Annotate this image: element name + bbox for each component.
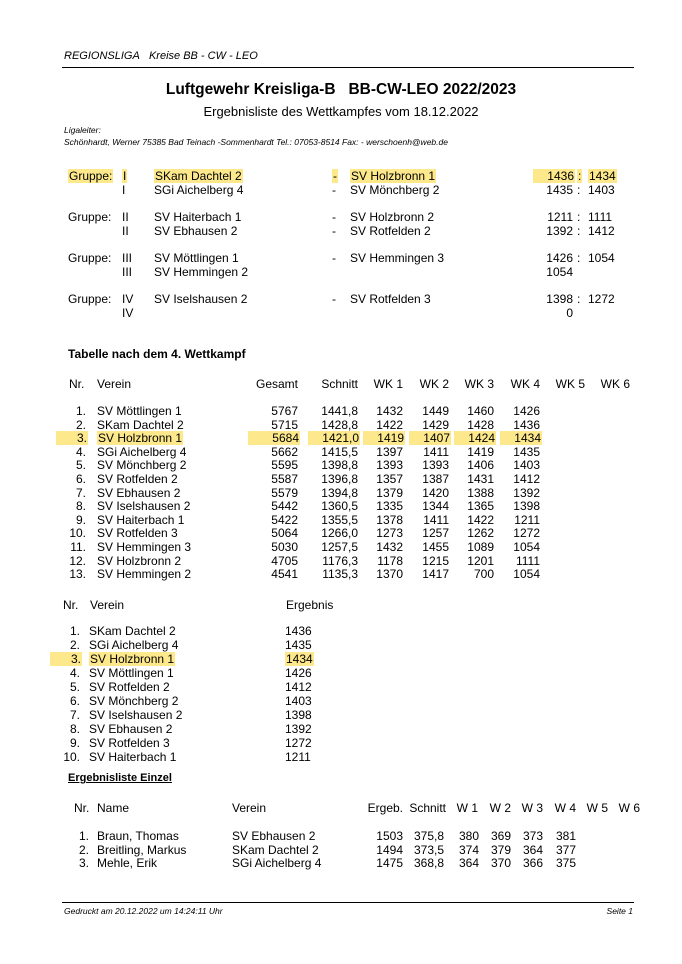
table-wk1: 1397: [376, 444, 403, 459]
individual-w2: 370: [490, 856, 511, 870]
group-label: Gruppe:: [68, 292, 112, 306]
table-wk3: 1422: [467, 512, 494, 527]
group-score-separator: :: [577, 183, 581, 197]
table-total: 5579: [271, 485, 298, 500]
results-score: 1435: [285, 638, 312, 652]
table-wk2: 1215: [422, 553, 449, 568]
group-label: Gruppe:: [69, 169, 113, 183]
table-average: 1415,5: [321, 444, 358, 459]
table-total: 4705: [271, 553, 298, 568]
group-away-team: SV Mönchberg 2: [350, 183, 440, 197]
table-wk1: 1422: [376, 417, 403, 432]
group-dash: -: [332, 292, 336, 306]
league-label: REGIONSLIGA: [64, 50, 140, 62]
table-wk3: 1262: [467, 526, 494, 541]
individual-header: W 2: [489, 801, 511, 815]
districts-label: Kreise BB - CW - LEO: [148, 50, 258, 62]
individual-club: SGi Aichelberg 4: [232, 856, 322, 870]
table-rank: 6.: [75, 472, 86, 486]
table-average: 1441,8: [321, 404, 358, 418]
table-average: 1421,0: [308, 431, 360, 445]
individual-rank: 2.: [78, 842, 89, 857]
table-wk1: 1378: [376, 512, 403, 527]
table-total: 5442: [271, 499, 298, 514]
table-wk3: 1201: [467, 553, 494, 568]
individual-average: 375,8: [413, 829, 444, 843]
table-total: 5064: [271, 526, 298, 541]
group-score-home: 1211: [547, 210, 573, 224]
group-home-team: SGi Aichelberg 4: [154, 183, 244, 197]
table-wk2: 1387: [422, 472, 449, 486]
table-total: 5767: [271, 404, 298, 418]
table-rank: 10.: [69, 526, 86, 541]
individual-heading: Ergebnisliste Einzel: [68, 772, 172, 784]
group-number: I: [122, 183, 126, 197]
table-club: SV Hemmingen 2: [97, 567, 192, 582]
table-wk2: 1407: [409, 431, 451, 445]
table-club: SV Rotfelden 2: [97, 472, 178, 486]
table-header: WK 6: [600, 377, 630, 391]
group-label: Gruppe:: [68, 251, 112, 265]
table-total: 4541: [271, 567, 298, 582]
group-number: I: [123, 169, 127, 183]
table-wk4: 1211: [514, 512, 540, 527]
group-score-away: 1412: [588, 224, 615, 238]
individual-w4: 377: [555, 842, 576, 857]
table-wk4: 1398: [513, 499, 540, 514]
table-club: SV Ebhausen 2: [97, 485, 181, 500]
results-club: SV Mönchberg 2: [89, 694, 179, 708]
individual-club: SV Ebhausen 2: [232, 829, 316, 843]
group-away-team: SV Hemmingen 3: [350, 251, 445, 265]
results-header: Nr.: [63, 598, 79, 612]
results-rank: 8.: [69, 722, 80, 736]
table-wk4: 1426: [513, 404, 540, 418]
individual-name: Braun, Thomas: [97, 829, 179, 843]
group-score-away: 1272: [588, 292, 615, 306]
table-header: WK 5: [555, 377, 585, 391]
footer-rule: [62, 902, 634, 903]
group-dash: -: [333, 169, 337, 183]
results-club: SV Möttlingen 1: [89, 666, 174, 680]
table-wk2: 1417: [422, 567, 449, 582]
table-rank: 5.: [75, 458, 86, 473]
table-wk2: 1449: [422, 404, 449, 418]
table-club: SV Iselshausen 2: [97, 499, 191, 514]
group-score-separator: :: [577, 210, 581, 224]
individual-w1: 380: [458, 829, 479, 843]
results-score: 1211: [285, 750, 311, 764]
leader-label: Ligaleiter:: [64, 125, 101, 135]
table-club: SV Holzbronn 2: [97, 553, 182, 568]
group-away-team: SV Rotfelden 3: [350, 292, 431, 306]
results-club: SV Haiterbach 1: [89, 750, 177, 764]
report-header: [64, 50, 258, 62]
group-number: IV: [122, 306, 134, 320]
table-wk2: 1420: [422, 485, 449, 500]
table-total: 5715: [271, 417, 298, 432]
table-wk3: 1419: [467, 444, 494, 459]
table-rank: 1.: [75, 404, 86, 418]
table-average: 1355,5: [321, 512, 358, 527]
group-dash: -: [332, 251, 336, 265]
page-subtitle: Ergebnisliste des Wettkampfes vom 18.12.2022: [203, 104, 479, 119]
individual-average: 373,5: [413, 842, 444, 857]
individual-name: Mehle, Erik: [97, 856, 158, 870]
table-total: 5422: [271, 512, 298, 527]
group-home-team: SKam Dachtel 2: [155, 169, 242, 183]
table-wk1: 1273: [376, 526, 403, 541]
table-wk4: 1111: [515, 553, 540, 568]
group-score-away: 1434: [589, 169, 616, 183]
results-score: 1272: [285, 736, 312, 750]
group-number: III: [122, 265, 133, 279]
table-club: SV Möttlingen 1: [97, 404, 182, 418]
individual-w2: 379: [490, 842, 511, 857]
group-score-home: 1054: [546, 265, 573, 279]
individual-club: SKam Dachtel 2: [232, 842, 319, 857]
individual-rank: 1.: [78, 829, 89, 843]
individual-w3: 364: [522, 842, 543, 857]
table-total: 5684: [248, 431, 300, 445]
group-score-separator: :: [577, 224, 581, 238]
group-score-home: 1398: [546, 292, 573, 306]
table-rank: 3.: [56, 431, 88, 445]
table-wk4: 1412: [513, 472, 540, 486]
table-wk4: 1392: [513, 485, 540, 500]
table-header: Verein: [97, 377, 132, 391]
table-average: 1257,5: [321, 540, 358, 554]
table-header: WK 4: [510, 377, 540, 391]
individual-header: W 6: [618, 801, 640, 815]
table-wk1: 1393: [376, 458, 403, 473]
table-wk2: 1455: [422, 540, 449, 554]
group-score-home: 0: [566, 306, 573, 320]
results-score: 1398: [285, 708, 312, 722]
table-club: SV Haiterbach 1: [97, 512, 185, 527]
table-wk3: 1365: [467, 499, 494, 514]
group-dash: -: [332, 183, 336, 197]
table-club: SV Rotfelden 3: [97, 526, 178, 541]
table-wk2: 1257: [422, 526, 449, 541]
table-wk1: 1419: [363, 431, 405, 445]
table-wk2: 1344: [422, 499, 449, 514]
table-rank: 9.: [75, 512, 86, 527]
individual-score: 1475: [376, 856, 403, 870]
group-score-home: 1435: [546, 183, 573, 197]
individual-w2: 369: [490, 829, 511, 843]
group-home-team: SV Hemmingen 2: [154, 265, 249, 279]
table-wk1: 1432: [376, 404, 403, 418]
results-club: SGi Aichelberg 4: [89, 638, 179, 652]
individual-header: W 4: [554, 801, 576, 815]
table-header: Nr.: [69, 377, 85, 391]
group-score-home: 1392: [546, 224, 573, 238]
group-score-home: 1436: [533, 169, 575, 183]
group-score-away: 1054: [588, 251, 615, 265]
group-label: Gruppe:: [68, 210, 112, 224]
group-number: III: [122, 251, 133, 265]
table-header: WK 3: [464, 377, 494, 391]
individual-w4: 381: [555, 829, 576, 843]
table-wk3: 1460: [467, 404, 494, 418]
results-club: SV Rotfelden 2: [89, 680, 170, 694]
results-score: 1426: [285, 666, 312, 680]
table-average: 1360,5: [321, 499, 358, 514]
group-score-separator: :: [578, 169, 582, 183]
table-wk4: 1054: [513, 567, 540, 582]
table-wk1: 1379: [376, 485, 403, 500]
individual-header: Name: [97, 801, 130, 815]
individual-average: 368,8: [413, 856, 444, 870]
table-wk3: 1406: [467, 458, 494, 473]
table-wk3: 1089: [467, 540, 494, 554]
group-score-away: 1111: [588, 210, 613, 224]
results-club: SV Rotfelden 3: [89, 736, 170, 750]
table-rank: 13.: [69, 567, 86, 582]
table-club: SGi Aichelberg 4: [97, 444, 187, 459]
group-score-separator: :: [577, 251, 581, 265]
table-total: 5587: [271, 472, 298, 486]
individual-name: Breitling, Markus: [97, 842, 187, 857]
results-score: 1403: [285, 694, 312, 708]
table-wk1: 1432: [376, 540, 403, 554]
printed-date: Gedruckt am 20.12.2022 um 14:24:11 Uhr: [64, 906, 223, 916]
group-home-team: SV Iselshausen 2: [154, 292, 248, 306]
table-total: 5595: [271, 458, 298, 473]
results-header: Ergebnis: [286, 598, 334, 612]
results-rank: 1.: [69, 624, 80, 638]
table-average: 1135,3: [322, 567, 358, 582]
results-rank: 10.: [63, 750, 80, 764]
results-score: 1434: [286, 652, 313, 666]
results-rank: 4.: [69, 666, 80, 680]
results-rank: 9.: [69, 736, 80, 750]
group-score-away: 1403: [588, 183, 615, 197]
table-rank: 8.: [75, 499, 86, 514]
group-home-team: SV Ebhausen 2: [154, 224, 238, 238]
group-away-team: SV Holzbronn 2: [350, 210, 435, 224]
table-wk3: 1424: [454, 431, 496, 445]
table-average: 1176,3: [322, 553, 358, 568]
table-header: WK 2: [419, 377, 449, 391]
group-number: II: [122, 210, 129, 224]
table-wk2: 1393: [422, 458, 449, 473]
individual-w3: 366: [522, 856, 543, 870]
table-average: 1398,8: [321, 458, 358, 473]
individual-score: 1494: [376, 842, 403, 857]
table-club: SV Hemmingen 3: [97, 540, 192, 554]
group-dash: -: [332, 210, 336, 224]
table-header: Schnitt: [321, 377, 358, 391]
individual-header: Schnitt: [409, 801, 446, 815]
leader-info: Schönhardt, Werner 75385 Bad Teinach -Sommenhardt Tel.: 07053-8514 Fax: - werschoenh@web.de: [64, 137, 448, 147]
results-club: SV Iselshausen 2: [89, 708, 183, 722]
results-score: 1392: [285, 722, 312, 736]
group-away-team: SV Holzbronn 1: [351, 169, 436, 183]
individual-score: 1503: [376, 829, 403, 843]
table-wk4: 1436: [513, 417, 540, 432]
results-score: 1436: [285, 624, 312, 638]
table-wk2: 1411: [423, 512, 449, 527]
table-club: SV Holzbronn 1: [98, 431, 183, 446]
individual-rank: 3.: [78, 856, 89, 870]
individual-header: W 1: [456, 801, 478, 815]
group-score-home: 1426: [546, 251, 573, 265]
individual-header: W 3: [521, 801, 543, 815]
results-club: SKam Dachtel 2: [89, 624, 176, 638]
group-score-separator: :: [577, 292, 581, 306]
table-wk4: 1435: [513, 444, 540, 459]
header-rule: [62, 67, 634, 68]
table-total: 5030: [271, 540, 298, 554]
individual-header: W 5: [586, 801, 608, 815]
table-wk4: 1272: [513, 526, 540, 541]
group-home-team: SV Möttlingen 1: [154, 251, 239, 265]
results-rank: 2.: [69, 638, 80, 652]
individual-w1: 374: [458, 842, 479, 857]
individual-header: Nr.: [74, 801, 90, 815]
table-wk1: 1178: [377, 553, 403, 568]
results-header: Verein: [90, 598, 125, 612]
results-rank: 3.: [50, 652, 82, 666]
table-header: WK 1: [373, 377, 403, 391]
results-club: SV Ebhausen 2: [89, 722, 173, 736]
table-average: 1266,0: [321, 526, 358, 541]
table-wk4: 1054: [513, 540, 540, 554]
table-average: 1396,8: [321, 472, 358, 486]
table-wk4: 1403: [513, 458, 540, 473]
table-rank: 12.: [69, 553, 86, 568]
individual-w3: 373: [522, 829, 543, 843]
table-average: 1394,8: [321, 485, 358, 500]
results-score: 1412: [285, 680, 312, 694]
table-club: SKam Dachtel 2: [97, 417, 184, 432]
table-total: 5662: [271, 444, 298, 459]
table-wk4: 1434: [500, 431, 542, 445]
table-club: SV Mönchberg 2: [97, 458, 187, 473]
table-wk2: 1429: [422, 417, 449, 432]
table-rank: 2.: [75, 417, 86, 432]
individual-header: Verein: [232, 801, 267, 815]
results-rank: 5.: [69, 680, 80, 694]
table-heading: Tabelle nach dem 4. Wettkampf: [68, 347, 246, 361]
group-home-team: SV Haiterbach 1: [154, 210, 242, 224]
table-wk3: 1388: [467, 485, 494, 500]
table-wk1: 1335: [376, 499, 403, 514]
table-rank: 11.: [70, 540, 86, 554]
group-dash: -: [332, 224, 336, 238]
table-wk2: 1411: [423, 444, 449, 459]
table-average: 1428,8: [321, 417, 358, 432]
table-wk1: 1357: [376, 472, 403, 486]
group-away-team: SV Rotfelden 2: [350, 224, 431, 238]
individual-w4: 375: [555, 856, 576, 870]
results-club: SV Holzbronn 1: [90, 652, 175, 666]
table-wk3: 1428: [467, 417, 494, 432]
individual-header: Ergeb.: [367, 801, 403, 815]
table-rank: 7.: [75, 485, 86, 500]
table-rank: 4.: [75, 444, 86, 459]
group-number: IV: [122, 292, 134, 306]
individual-w1: 364: [458, 856, 479, 870]
table-wk3: 1431: [467, 472, 494, 486]
table-wk1: 1370: [376, 567, 403, 582]
group-number: II: [122, 224, 129, 238]
results-rank: 6.: [69, 694, 80, 708]
page-title: Luftgewehr Kreisliga-B BB-CW-LEO 2022/2023: [165, 81, 517, 98]
results-rank: 7.: [69, 708, 80, 722]
page-number: Seite 1: [606, 906, 633, 916]
table-wk3: 700: [473, 567, 494, 582]
table-header: Gesamt: [255, 377, 298, 391]
